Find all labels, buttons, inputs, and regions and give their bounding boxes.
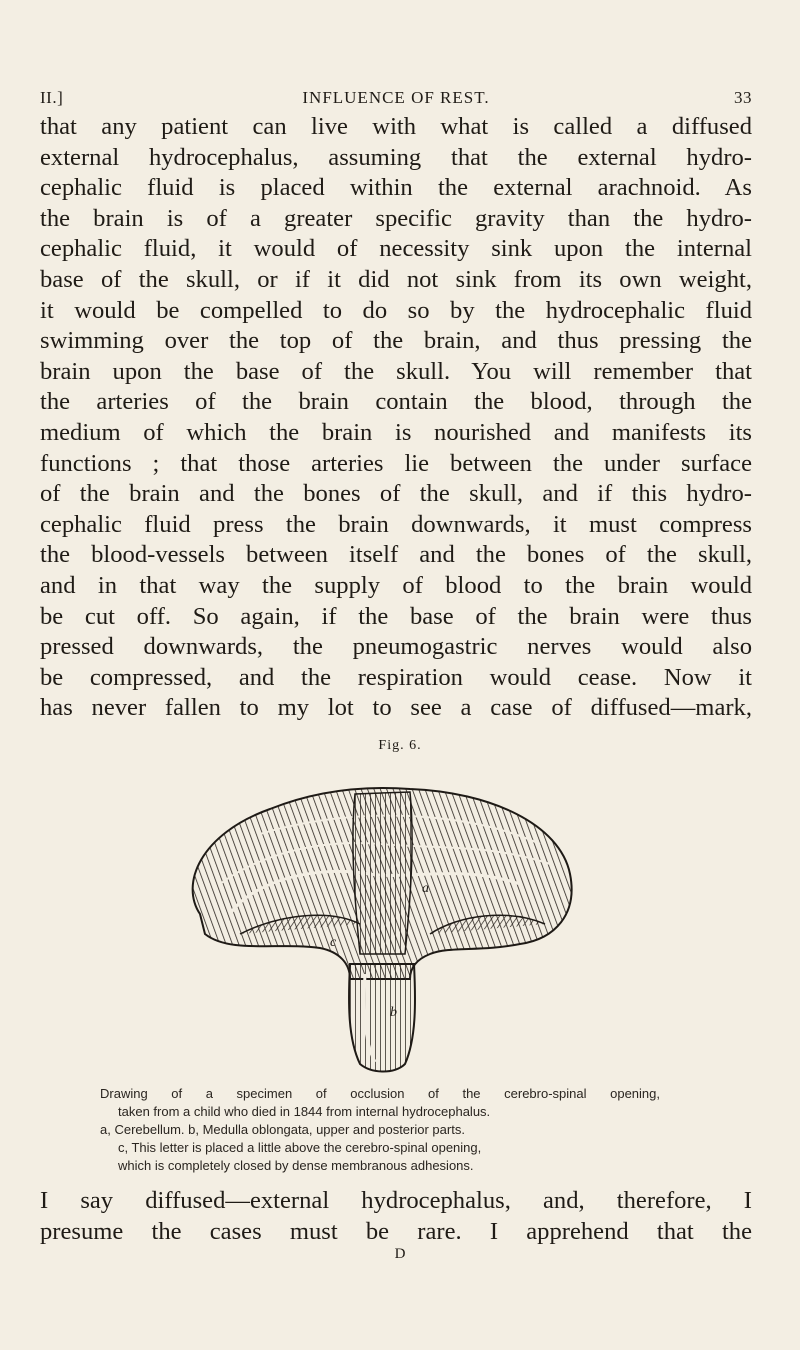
caption-line: which is completely closed by dense membranous adhesions.: [118, 1158, 474, 1173]
text-line: of the brain and the bones of the skull, and if this hydro-: [40, 480, 752, 508]
page-number: 33: [734, 88, 752, 107]
text-line: cephalic fluid is placed within the external arachnoid. As: [40, 174, 752, 202]
text-line: functions ; that those arteries lie between the under surface: [40, 449, 752, 477]
text-line: swimming over the top of the brain, and thus pressing the: [40, 327, 752, 355]
medulla-stem: [349, 964, 415, 1072]
text-line: the arteries of the brain contain the blood, through the: [40, 388, 752, 416]
caption-line: c, This letter is placed a little above the cerebro-spinal opening,: [118, 1140, 482, 1155]
running-title: INFLUENCE OF REST.: [302, 88, 490, 107]
figure-letter-b: b: [390, 1005, 397, 1020]
text-line: cephalic fluid, it would of necessity sink upon the internal: [40, 235, 752, 263]
figure-letter-a: a: [422, 881, 429, 896]
figure-caption: [100, 1085, 660, 1175]
text-line: presume the cases must be rare. I apprehend that the: [40, 1217, 752, 1245]
brain-illustration: [160, 764, 600, 1074]
text-line: and in that way the supply of blood to the brain would: [40, 571, 752, 599]
text-line: brain upon the base of the skull. You will remember that: [40, 357, 752, 385]
figure-label: Fig. 6.: [378, 738, 422, 753]
text-line: be compressed, and the respiration would cease. Now it: [40, 663, 752, 691]
caption-line: taken from a child who died in 1844 from internal hydrocephalus.: [118, 1104, 491, 1119]
text-line: I say diffused—external hydrocephalus, and, therefore, I: [40, 1187, 752, 1214]
text-line: be cut off. So again, if the base of the brain were thus: [40, 602, 752, 630]
text-line: external hydrocephalus, assuming that the external hydro-: [40, 143, 752, 171]
paragraph-1: [40, 112, 752, 724]
paragraph-2: [40, 1186, 752, 1247]
text-line: the blood-vessels between itself and the bones of the skull,: [40, 541, 752, 569]
text-line: cephalic fluid press the brain downwards, it must compress: [40, 510, 752, 538]
caption-line: Drawing of a specimen of occlusion of the cerebro-spinal opening,: [100, 1086, 660, 1101]
caption-line: a, Cerebellum. b, Medulla oblongata, upper and posterior parts.: [100, 1122, 465, 1137]
text-line: it would be compelled to do so by the hydrocephalic fluid: [40, 296, 752, 324]
figure-letter-c: c: [330, 935, 337, 950]
section-marker: II.]: [40, 88, 64, 107]
text-line: base of the skull, or if it did not sink from its own weight,: [40, 265, 752, 293]
text-line: medium of which the brain is nourished and manifests its: [40, 418, 752, 446]
text-line: has never fallen to my lot to see a case of diffused—mark,: [40, 694, 752, 722]
text-line: the brain is of a greater specific gravity than the hydro-: [40, 204, 752, 232]
text-line: that any patient can live with what is called a diffused: [40, 113, 752, 140]
text-line: pressed downwards, the pneumogastric nerves would also: [40, 633, 752, 661]
signature-mark: D: [394, 1246, 406, 1262]
